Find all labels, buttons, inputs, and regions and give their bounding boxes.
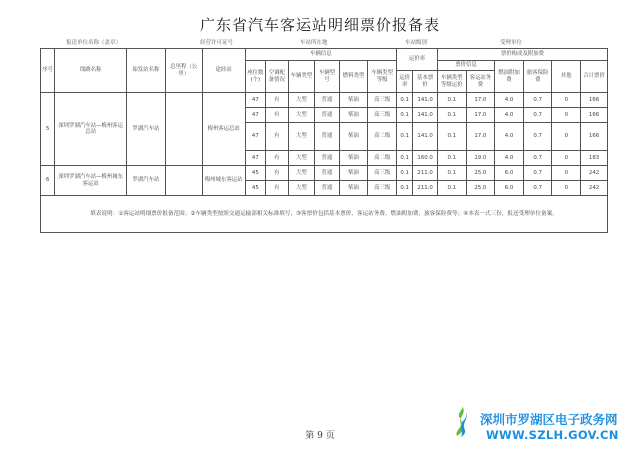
- meta-field-1: 报送单位名称（盖章）: [66, 40, 122, 46]
- header-brand: 车辆型号: [315, 61, 340, 93]
- header-comp5: 其他: [552, 61, 581, 93]
- cell: 4.0: [495, 151, 524, 166]
- header-fuel: 燃料类型: [339, 61, 368, 93]
- header-price-group: 票价构成及附加费: [437, 49, 607, 61]
- page-number: 第 9 页: [305, 431, 335, 441]
- route-line: 深圳罗湖汽车站—梅州客运总站: [55, 93, 127, 166]
- cell: 普通: [315, 123, 340, 151]
- route-origin: 罗湖汽车站: [126, 166, 165, 196]
- cell: 有: [266, 151, 289, 166]
- fill-instructions: 填表说明：①客运站明细票价报备范围；②车辆类型按照交通运输部相关标准填写；③客票价包括基本票价、客运站务费、燃油附加费、旅客保险费等；④本表一式三份，报送受理单位备案。: [41, 196, 608, 233]
- route-origin: 罗湖汽车站: [126, 93, 165, 166]
- cell: 大型: [288, 123, 315, 151]
- cell: 0.7: [523, 166, 552, 181]
- cell: 45: [245, 166, 265, 181]
- route-stop: 梅州客运总站: [202, 93, 245, 166]
- cell: 4.0: [495, 108, 524, 123]
- cell: 0.7: [523, 93, 552, 108]
- cell: 0.1: [397, 181, 413, 196]
- header-seq: 序号: [41, 49, 55, 93]
- cell: 有: [266, 181, 289, 196]
- watermark-site-url: WWW.SZLH.GOV.CN: [486, 428, 619, 442]
- cell: 0.7: [523, 123, 552, 151]
- cell: 4.0: [495, 123, 524, 151]
- cell: 柴油: [339, 123, 368, 151]
- route-seq: 6: [41, 166, 55, 196]
- cell: 0.7: [523, 181, 552, 196]
- cell: 大型: [288, 93, 315, 108]
- cell: 47: [245, 93, 265, 108]
- header-type: 车辆类型: [288, 61, 315, 93]
- cell: 有: [266, 93, 289, 108]
- cell: 160.0: [413, 151, 438, 166]
- cell: 0.1: [437, 151, 466, 166]
- cell: 211.0: [413, 166, 438, 181]
- cell: 高二级: [368, 123, 397, 151]
- cell: 242: [581, 181, 608, 196]
- cell: 有: [266, 108, 289, 123]
- cell: 0.1: [397, 166, 413, 181]
- cell: 0.7: [523, 108, 552, 123]
- cell: 25.0: [466, 166, 495, 181]
- cell: 17.0: [466, 108, 495, 123]
- cell: 166: [581, 93, 608, 108]
- cell: 0: [552, 166, 581, 181]
- cell: 柴油: [339, 166, 368, 181]
- route-seq: 5: [41, 93, 55, 166]
- cell: 普通: [315, 166, 340, 181]
- fare-table: [40, 48, 608, 233]
- route-mileage: [165, 93, 202, 166]
- cell: 大型: [288, 166, 315, 181]
- cell: 17.0: [466, 123, 495, 151]
- cell: 高三级: [368, 93, 397, 108]
- cell: 0.1: [437, 166, 466, 181]
- cell: 普通: [315, 151, 340, 166]
- header-stop: 途经站: [202, 49, 245, 93]
- route-mileage: [165, 166, 202, 196]
- cell: 0.1: [397, 93, 413, 108]
- route-line: 深圳罗湖汽车站—梅州城东客运站: [55, 166, 127, 196]
- cell: 141.0: [413, 123, 438, 151]
- cell: 有: [266, 123, 289, 151]
- cell: 47: [245, 151, 265, 166]
- header-km-rate: 运价率: [397, 49, 438, 71]
- cell: 141.0: [413, 108, 438, 123]
- cell: 242: [581, 166, 608, 181]
- cell: 0: [552, 93, 581, 108]
- header-base-fare: 基本票价: [413, 71, 438, 93]
- meta-field-5: 受理单位: [500, 40, 523, 46]
- watermark-site-name: 深圳市罗湖区电子政务网: [480, 412, 618, 427]
- cell: 0.7: [523, 151, 552, 166]
- cell: 柴油: [339, 108, 368, 123]
- header-final: 合计票价: [581, 61, 608, 93]
- cell: 6.0: [495, 166, 524, 181]
- document-title: 广东省汽车客运站明细票价报备表: [199, 16, 440, 34]
- header-seats: 座位数(个): [245, 61, 265, 93]
- header-comp3: 燃油附加费: [495, 61, 524, 93]
- cell: 柴油: [339, 181, 368, 196]
- cell: 大型: [288, 181, 315, 196]
- cell: 4.0: [495, 93, 524, 108]
- cell: 大型: [288, 108, 315, 123]
- cell: 45: [245, 181, 265, 196]
- cell: 柴油: [339, 151, 368, 166]
- cell: 25.0: [466, 181, 495, 196]
- cell: 0: [552, 123, 581, 151]
- header-level: 车辆类型等级: [368, 61, 397, 93]
- cell: 0.1: [437, 123, 466, 151]
- cell: 141.0: [413, 93, 438, 108]
- cell: 47: [245, 123, 265, 151]
- route-stop: 梅州城东客运站: [202, 166, 245, 196]
- cell: 0.1: [397, 123, 413, 151]
- cell: 0.1: [397, 151, 413, 166]
- header-line: 线路名称: [55, 49, 127, 93]
- cell: 0: [552, 181, 581, 196]
- cell: 0: [552, 151, 581, 166]
- cell: 19.0: [466, 151, 495, 166]
- meta-field-3: 车站所在地: [300, 40, 328, 46]
- cell: 211.0: [413, 181, 438, 196]
- cell: 0.1: [437, 108, 466, 123]
- cell: 6.0: [495, 181, 524, 196]
- cell: 柴油: [339, 93, 368, 108]
- table-row: [41, 93, 608, 108]
- cell: 普通: [315, 181, 340, 196]
- cell: 0.1: [397, 108, 413, 123]
- cell: 普通: [315, 108, 340, 123]
- header-ac: 空调配备情况: [266, 61, 289, 93]
- meta-field-2: 经营许可证号: [200, 40, 234, 46]
- cell: 166: [581, 108, 608, 123]
- cell: 大型: [288, 151, 315, 166]
- header-vehicle-group: 车辆信息: [245, 49, 396, 61]
- meta-field-4: 车站级别: [405, 40, 428, 46]
- cell: 0.1: [437, 181, 466, 196]
- cell: 17.0: [466, 93, 495, 108]
- cell: 高三级: [368, 166, 397, 181]
- cell: 高二级: [368, 151, 397, 166]
- table-row: [41, 166, 608, 181]
- cell: 0.1: [437, 93, 466, 108]
- cell: 高三级: [368, 108, 397, 123]
- cell: 高三级: [368, 181, 397, 196]
- header-origin: 始发站名称: [126, 49, 165, 93]
- cell: 有: [266, 166, 289, 181]
- header-comp1: 车辆类型等级运价: [437, 71, 466, 93]
- header-comp2: 客运站务费: [466, 71, 495, 93]
- cell: 183: [581, 151, 608, 166]
- header-price-sub: 票价信息: [437, 61, 494, 71]
- header-rate: 运价率: [397, 71, 413, 93]
- header-mileage: 总里程（公里）: [165, 49, 202, 93]
- cell: 0: [552, 108, 581, 123]
- cell: 166: [581, 123, 608, 151]
- cell: 普通: [315, 93, 340, 108]
- header-comp4: 旅客保险费: [523, 61, 552, 93]
- cell: 47: [245, 108, 265, 123]
